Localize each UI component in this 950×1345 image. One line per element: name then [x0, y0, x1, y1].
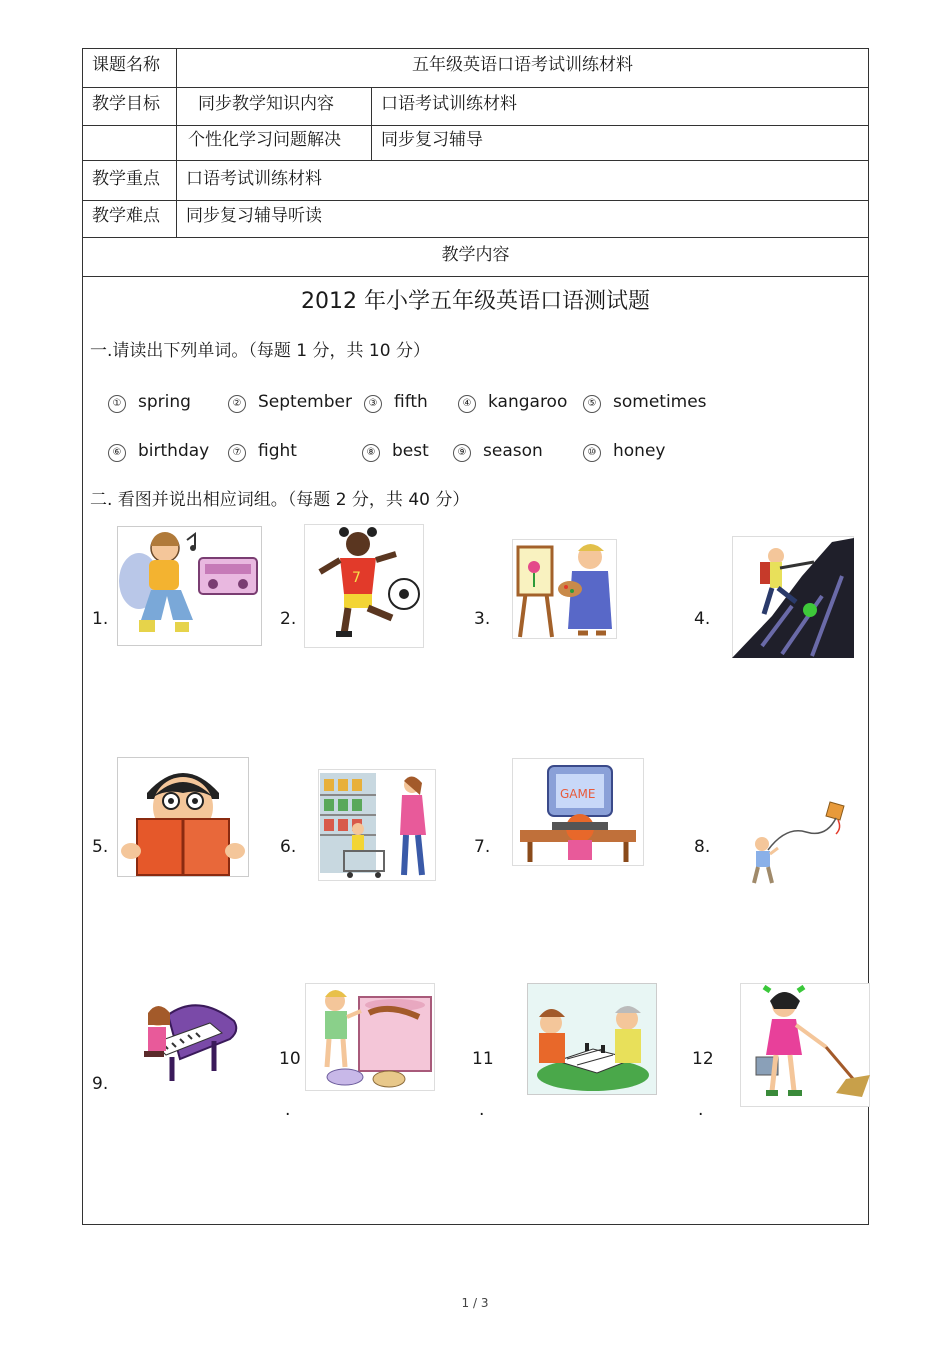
content-heading: 教学内容 — [441, 245, 510, 265]
table-col-rule — [371, 87, 372, 160]
table-rule — [82, 87, 869, 88]
sweeping-floor-icon — [740, 983, 870, 1107]
table-rule — [82, 237, 869, 238]
picture-label: 8. — [694, 837, 711, 857]
svg-text:7: 7 — [352, 570, 361, 586]
playing-football-icon — [304, 524, 424, 648]
picture-label-dot: . — [479, 1100, 485, 1120]
difficulty-label: 教学难点 — [92, 206, 160, 226]
topic-value: 五年级英语口语考试训练材料 — [412, 55, 633, 75]
picture-label: 11 — [472, 1049, 494, 1069]
table-rule — [82, 200, 869, 201]
key-point-label: 教学重点 — [92, 169, 160, 189]
going-shopping-icon — [318, 769, 436, 881]
svg-text:GAME: GAME — [560, 787, 596, 801]
word-item: ⑤ sometimes — [583, 391, 707, 413]
reading-book-icon — [117, 757, 249, 877]
washing-clothes-icon — [305, 983, 435, 1091]
picture-label: 1. — [92, 609, 109, 629]
section-2-heading: 二. 看图并说出相应词组。（每题 2 分，共 40 分） — [90, 490, 470, 510]
goal-sub-1: 同步教学知识内容 — [198, 94, 334, 114]
word-item: ② September — [228, 391, 352, 413]
picture-label: 3. — [474, 609, 491, 629]
word-item: ① spring — [108, 391, 191, 413]
goal-value-1: 口语考试训练材料 — [381, 94, 517, 114]
table-rule — [82, 276, 869, 277]
word-item: ⑨ season — [453, 440, 543, 462]
table-col-rule — [176, 48, 177, 237]
table-rule — [82, 160, 869, 161]
topic-label: 课题名称 — [92, 55, 160, 75]
picture-label: 2. — [280, 609, 297, 629]
goal-value-2: 同步复习辅导 — [381, 130, 483, 150]
picture-label: 12 — [692, 1049, 714, 1069]
exam-title: 2012 年小学五年级英语口语测试题 — [301, 289, 650, 314]
picture-label: 6. — [280, 837, 297, 857]
key-point-value: 口语考试训练材料 — [186, 169, 322, 189]
picture-label-dot: . — [698, 1100, 704, 1120]
word-item: ⑥ birthday — [108, 440, 209, 462]
difficulty-value: 同步复习辅导听读 — [186, 206, 322, 226]
word-item: ③ fifth — [364, 391, 428, 413]
picture-label: 9. — [92, 1074, 109, 1094]
picture-label-dot: . — [285, 1100, 291, 1120]
picture-label: 5. — [92, 837, 109, 857]
word-item: ⑧ best — [362, 440, 429, 462]
playing-chess-icon — [527, 983, 657, 1095]
playing-piano-icon — [134, 995, 240, 1091]
climbing-mountains-icon — [732, 536, 854, 658]
table-rule — [82, 125, 869, 126]
goal-label: 教学目标 — [92, 94, 160, 114]
listening-to-music-icon — [117, 526, 262, 646]
playing-computer-games-icon — [512, 758, 644, 866]
word-item: ⑦ fight — [228, 440, 297, 462]
goal-sub-2: 个性化学习问题解决 — [188, 130, 341, 150]
painting-icon — [512, 539, 617, 639]
page-number: 1 / 3 — [461, 1296, 489, 1310]
flying-kite-icon — [744, 798, 854, 888]
word-item: ⑩ honey — [583, 440, 665, 462]
section-1-heading: 一.请读出下列单词。（每题 1 分，共 10 分） — [90, 341, 430, 361]
word-item: ④ kangaroo — [458, 391, 567, 413]
picture-label: 10 — [279, 1049, 301, 1069]
picture-label: 7. — [474, 837, 491, 857]
picture-label: 4. — [694, 609, 711, 629]
